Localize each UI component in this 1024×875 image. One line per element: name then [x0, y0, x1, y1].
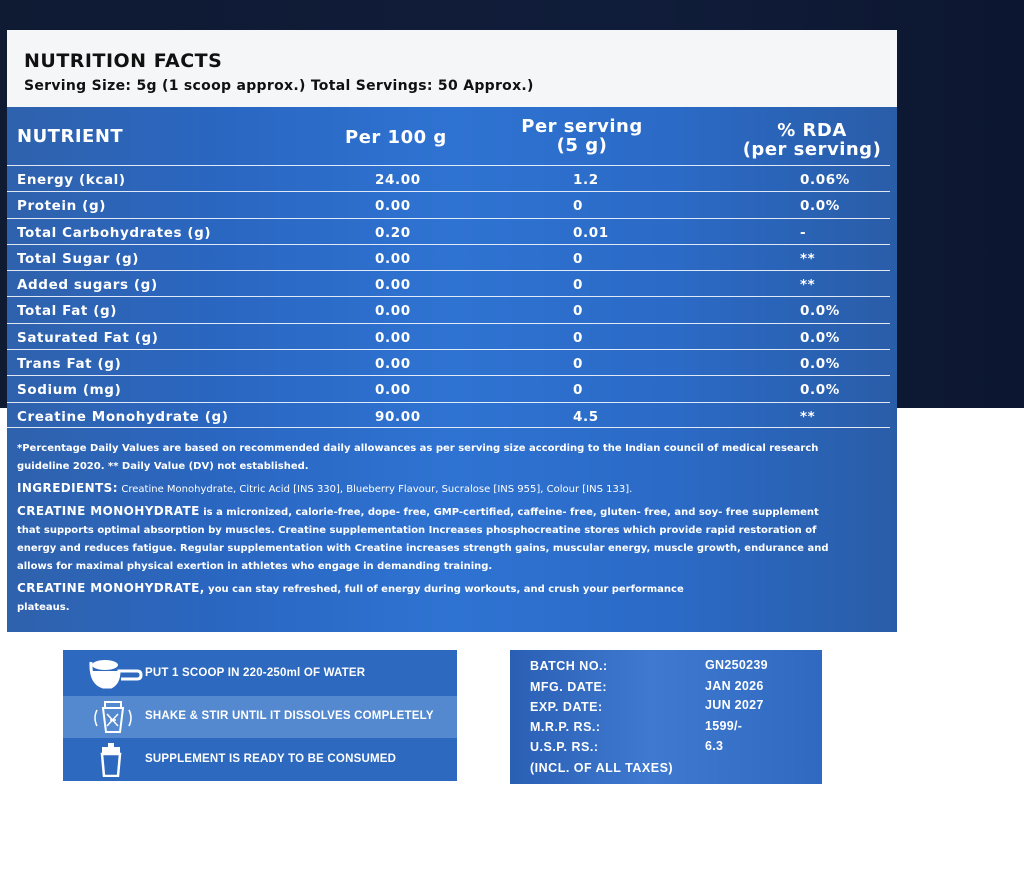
col-header-per100: Per 100 g: [345, 127, 447, 148]
nutrient-name: Creatine Monohydrate (g): [17, 408, 229, 425]
per100-value: 0.00: [375, 277, 411, 294]
table-row: [7, 323, 890, 349]
table-row: [7, 375, 890, 401]
ingredients-label: INGREDIENTS:: [17, 481, 118, 495]
per100-value: 0.00: [375, 303, 411, 320]
rda-value: 0.0%: [800, 382, 840, 399]
per100-value: 0.20: [375, 224, 411, 241]
per-serving-value: 0: [573, 250, 583, 267]
table-row: [7, 244, 890, 270]
usp-label: U.S.P. RS.:: [530, 740, 599, 754]
rda-value: 0.0%: [800, 303, 840, 320]
col-header-nutrient: NUTRIENT: [17, 126, 124, 147]
usp-value: 6.3: [705, 739, 724, 753]
closing-statement: [17, 579, 887, 617]
nutrient-name: Total Carbohydrates (g): [17, 224, 212, 241]
col-header-rda: [737, 121, 887, 159]
per100-value: 0.00: [375, 198, 411, 215]
per-serving-value: 0: [573, 382, 583, 399]
shaker-mix-icon: [85, 700, 143, 734]
table-row: [7, 165, 890, 191]
batch-info-box: [510, 650, 822, 784]
per-serving-value: 0: [573, 277, 583, 294]
creatine-text-line3: energy and reduces fatigue. Regular supplementation with Creatine increases strength gains, muscular energy, muscle growth, endurance and: [17, 543, 829, 554]
batch-value: GN250239: [705, 658, 768, 672]
instruction-text-2: SHAKE & STIR UNTIL IT DISSOLVES COMPLETELY: [145, 710, 434, 722]
per-serving-value: 4.5: [573, 408, 599, 425]
per-serving-value: 0: [573, 198, 583, 215]
nutrient-name: Trans Fat (g): [17, 356, 122, 373]
per-serving-value: 1.2: [573, 172, 599, 188]
instruction-step-3: [63, 739, 457, 781]
per-serving-value: 0.01: [573, 224, 609, 241]
rda-value: 0.0%: [800, 198, 840, 215]
col-header-per-serving-line2: (5 g): [556, 135, 608, 156]
creatine-text-line4: allows for maximal physical exertion in athletes who engage in demanding training.: [17, 561, 493, 572]
instruction-step-2: [63, 696, 457, 738]
table-row: [7, 296, 890, 322]
table-row: [7, 349, 890, 375]
batch-label: BATCH NO.:: [530, 659, 608, 673]
creatine-text-line1: is a micronized, calorie-free, dope- free, GMP-certified, caffeine- free, gluten- free, and soy- free supplement: [199, 507, 819, 518]
taxes-label: (INCL. OF ALL TAXES): [530, 761, 674, 775]
shaker-bottle-icon: [85, 743, 143, 777]
nutrient-name: Total Fat (g): [17, 303, 118, 320]
per100-value: 90.00: [375, 408, 421, 425]
per100-value: 0.00: [375, 329, 411, 346]
instruction-text-1: PUT 1 SCOOP IN 220-250ml OF WATER: [145, 667, 366, 679]
rda-value: **: [800, 408, 816, 425]
closing-label: CREATINE MONOHYDRATE,: [17, 581, 205, 595]
instruction-text-3: SUPPLEMENT IS READY TO BE CONSUMED: [145, 753, 397, 765]
rda-value: -: [800, 224, 807, 241]
rda-value: 0.0%: [800, 329, 840, 346]
mrp-value: 1599/-: [705, 719, 743, 733]
per100-value: 24.00: [375, 172, 421, 188]
exp-value: JUN 2027: [705, 698, 764, 712]
mfg-label: MFG. DATE:: [530, 680, 607, 694]
rda-footnote-line2: guideline 2020. ** Daily Value (DV) not established.: [17, 461, 309, 472]
nutrient-name: Added sugars (g): [17, 277, 158, 294]
label-notes: [17, 440, 887, 620]
table-row: [7, 270, 890, 296]
table-row: [7, 402, 890, 428]
nutrient-name: Total Sugar (g): [17, 250, 140, 267]
nutrient-name: Protein (g): [17, 198, 106, 215]
rda-footnote-line1: *Percentage Daily Values are based on recommended daily allowances as per serving size according to the Indian council of medical research: [17, 443, 819, 454]
nutrient-name: Saturated Fat (g): [17, 329, 159, 346]
exp-label: EXP. DATE:: [530, 700, 603, 714]
per-serving-value: 0: [573, 303, 583, 320]
ingredients-section: [17, 479, 887, 499]
nutrition-table-body: [7, 165, 897, 428]
closing-text-line2: plateaus.: [17, 602, 70, 613]
nutrition-header: [7, 30, 897, 107]
usage-instructions: [63, 650, 457, 781]
col-header-per-serving-line1: Per serving: [521, 116, 643, 137]
rda-value: 0.06%: [800, 172, 850, 188]
nutrient-name: Sodium (mg): [17, 382, 122, 399]
col-header-rda-line1: % RDA: [777, 120, 847, 141]
closing-text-line1: you can stay refreshed, full of energy during workouts, and crush your performance: [204, 584, 684, 595]
instruction-step-1: [63, 653, 457, 695]
table-row: [7, 218, 890, 244]
per100-value: 0.00: [375, 356, 411, 373]
mrp-label: M.R.P. RS.:: [530, 720, 601, 734]
rda-value: 0.0%: [800, 356, 840, 373]
rda-value: **: [800, 250, 816, 267]
nutrient-name: Energy (kcal): [17, 172, 126, 188]
serving-info: Serving Size: 5g (1 scoop approx.) Total Servings: 50 Approx.): [24, 78, 534, 94]
rda-value: **: [800, 277, 816, 294]
table-row: [7, 191, 890, 217]
scoop-icon: [85, 657, 143, 691]
creatine-label: CREATINE MONOHYDRATE: [17, 504, 200, 518]
per100-value: 0.00: [375, 382, 411, 399]
col-header-per-serving: [507, 117, 657, 155]
nutrition-panel: [7, 30, 897, 632]
ingredients-text: Creatine Monohydrate, Citric Acid [INS 330], Blueberry Flavour, Sucralose [INS 955], Colour [INS 133].: [121, 484, 633, 495]
per-serving-value: 0: [573, 356, 583, 373]
per-serving-value: 0: [573, 329, 583, 346]
col-header-rda-line2: (per serving): [742, 139, 882, 160]
nutrition-title: NUTRITION FACTS: [24, 50, 223, 72]
mfg-value: JAN 2026: [705, 679, 764, 693]
rda-footnote: [17, 440, 887, 476]
creatine-description: [17, 502, 887, 576]
per100-value: 0.00: [375, 250, 411, 267]
creatine-text-line2: that supports optimal absorption by muscles. Creatine supplementation Increases phosphocreatine stores which provide rapid restoration of: [17, 525, 817, 536]
